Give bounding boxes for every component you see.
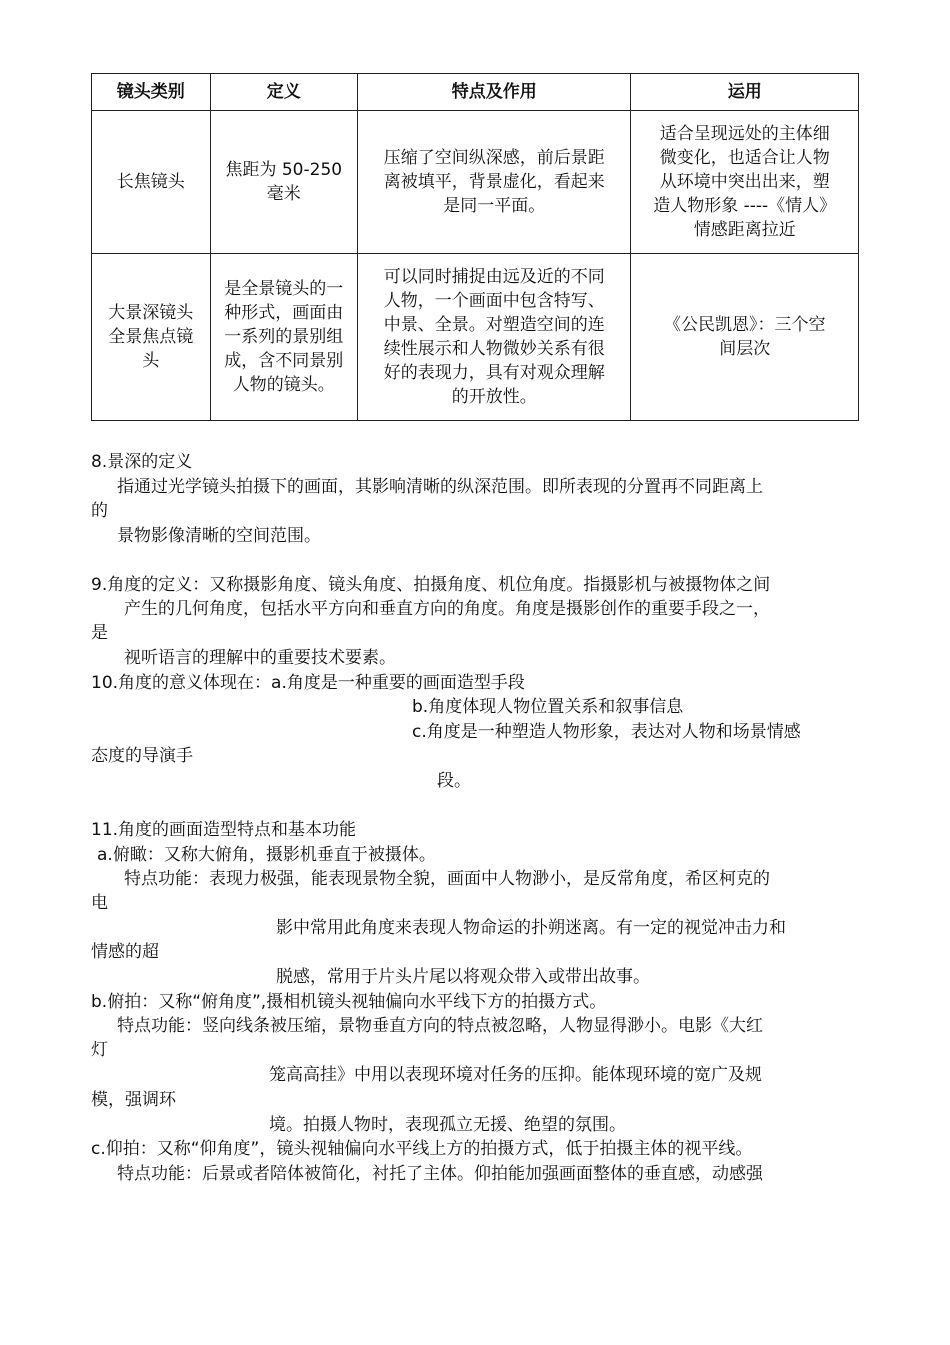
paragraph-line: 特点功能：竖向线条被压缩，景物垂直方向的特点被忽略，人物显得渺小。电影《大红 [117,1016,763,1036]
paragraph-line: 产生的几何角度，包括水平方向和垂直方向的角度。角度是摄影创作的重要手段之一， [124,599,770,619]
cell-line: 人物的镜头。 [232,375,335,395]
cell-line: 中景、全景。对塑造空间的连 [383,315,605,335]
cell-line: 成，含不同景别 [224,351,344,371]
cell-line: 情感距离拉近 [693,220,796,240]
paragraph-line: c.角度是一种塑造人物形象，表达对人物和场景情感 [412,722,801,742]
cell-line: 是同一平面。 [443,196,546,216]
table-cell [357,111,630,254]
paragraph-line: 境。拍摄人物时，表现孤立无援、绝望的氛围。 [269,1115,626,1135]
table-cell [92,111,211,254]
table-cell [210,254,357,421]
paragraph-line: 电 [91,893,108,913]
table-row [92,254,859,421]
cell-line: 可以同时捕捉由远及近的不同 [383,267,605,287]
cell-line: 造人物形象 ----《情人》 [653,196,837,216]
paragraph-line: 笼高高挂》中用以表现环境对任务的压抑。能体现环境的宽广及规 [269,1065,762,1085]
paragraph-line: 模，强调环 [91,1090,176,1110]
paragraph-line: 灯 [91,1040,108,1060]
cell-line: 头 [142,351,160,371]
header-lens-category: 镜头类别 [92,74,211,111]
cell-line: 种形式，画面由 [224,303,344,323]
cell-line: 一系列的景别组 [224,327,344,347]
cell-line: 的开放性。 [451,387,537,407]
table-header-row [92,74,859,111]
paragraph-line: c.仰拍：又称“仰角度”，镜头视轴偏向水平线上方的拍摄方式，低于拍摄主体的视平线。 [91,1139,753,1159]
cell-line: 毫米 [266,184,301,204]
table-cell [210,111,357,254]
paragraph-line: 态度的导演手 [91,746,193,766]
cell-line: 《公民凯恩》：三个空 [663,315,826,335]
paragraph-line: b.角度体现人物位置关系和叙事信息 [412,697,684,717]
paragraph-line: 特点功能：后景或者陪体被简化，衬托了主体。仰拍能加强画面整体的垂直感，动感强 [117,1164,763,1184]
paragraph-line: 指通过光学镜头拍摄下的画面，其影响清晰的纵深范围。即所表现的分置再不同距离上 [117,477,763,497]
cell-line: 离被填平，背景虚化，看起来 [383,172,605,192]
paragraph-line: 情感的超 [91,942,159,962]
section-heading: 10.角度的意义体现在：a.角度是一种重要的画面造型手段 [91,673,525,693]
paragraph-line: 特点功能：表现力极强，能表现景物全貌，画面中人物渺小，是反常角度，希区柯克的 [124,869,770,889]
cell-line: 长焦镜头 [116,172,185,192]
paragraph-line: 段。 [437,771,471,791]
cell-line: 压缩了空间纵深感，前后景距 [383,148,605,168]
header-definition: 定义 [210,74,357,111]
section-heading: 9.角度的定义：又称摄影角度、镜头角度、拍摄角度、机位角度。指摄影机与被摄物体之间 [91,575,771,595]
lens-type-table [91,73,859,421]
cell-line: 好的表现力，具有对观众理解 [383,363,605,383]
paragraph-line: 脱感，常用于片头片尾以将观众带入或带出故事。 [276,967,650,987]
paragraph-line: b.俯拍：又称“俯角度”,摄相机镜头视轴偏向水平线下方的拍摄方式。 [91,992,607,1012]
header-features: 特点及作用 [357,74,630,111]
table-cell [92,254,211,421]
section-heading: 11.角度的画面造型特点和基本功能 [91,820,357,840]
cell-line: 续性展示和人物微妙关系有很 [383,339,605,359]
paragraph-line: 景物影像清晰的空间范围。 [117,526,321,546]
table-cell [357,254,630,421]
cell-line: 适合呈现远处的主体细 [659,124,830,144]
header-usage: 运用 [631,74,859,111]
cell-line: 人物，一个画面中包含特写、 [383,291,605,311]
cell-line: 焦距为 50-250 [225,160,343,180]
cell-line: 从环境中突出出来，塑 [659,172,830,192]
cell-line: 大景深镜头 [108,303,194,323]
paragraph-line: 的 [91,501,108,521]
paragraph-line: a.俯瞰：又称大俯角，摄影机垂直于被摄体。 [97,845,436,865]
cell-line: 全景焦点镜 [108,327,194,347]
section-heading: 8.景深的定义 [91,452,193,472]
table-row [92,111,859,254]
paragraph-line: 影中常用此角度来表现人物命运的扑朔迷离。有一定的视觉冲击力和 [276,918,786,938]
paragraph-line: 视听语言的理解中的重要技术要素。 [124,648,396,668]
cell-line: 是全景镜头的一 [224,279,344,299]
paragraph-line: 是 [91,623,108,643]
table-cell [631,111,859,254]
table-cell [631,254,859,421]
cell-line: 微变化，也适合让人物 [659,148,830,168]
cell-line: 间层次 [719,339,771,359]
